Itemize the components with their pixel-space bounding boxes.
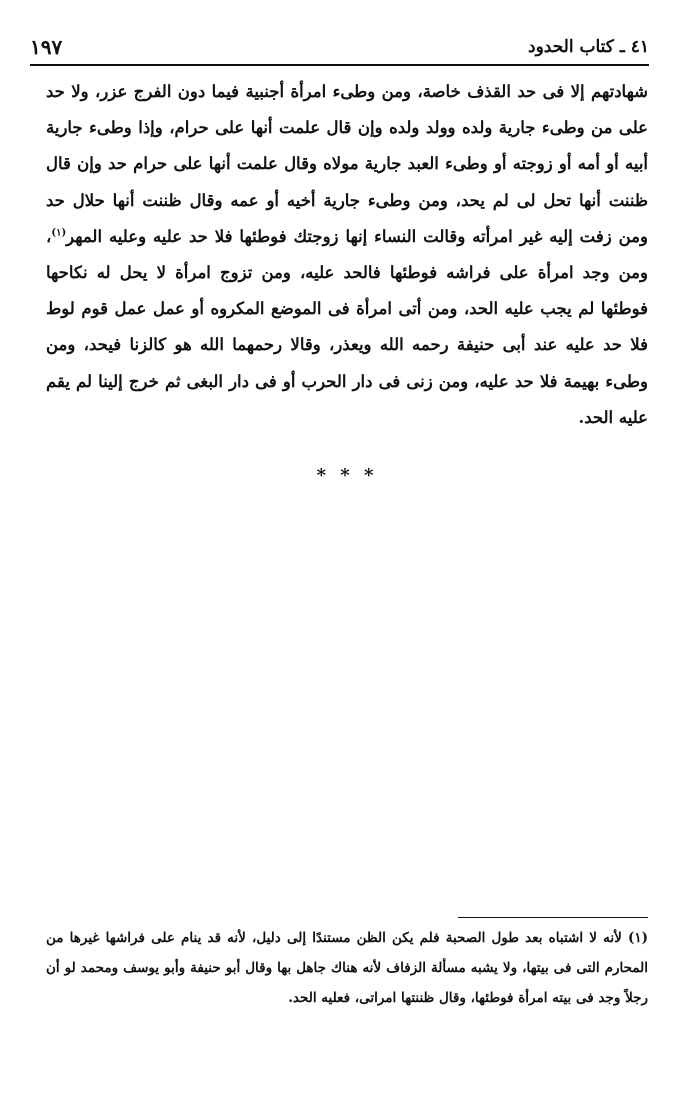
main-text-part-2: ، ومن وجد امرأة على فراشه فوطئها فالحد عليه، ومن تزوج امرأة لا يحل له نكاحها فوطئها لم يجب عليه الحد، ومن أتى امرأة فى الموضع المكروه أو عمل عمل قوم لوط فلا حد عليه عند أبى حنيفة رحمه الله ويعذر، وقالا رحمهما الله هو كالزنا فيحد، ومن وطىء بهيمة فلا حد عليه، ومن زنى فى دار الحرب أو فى دار البغى ثم خرج إلينا لم يقم عليه الحد. (46, 226, 648, 427)
main-text-part-1: شهادتهم إلا فى حد القذف خاصة، ومن وطىء امرأة أجنبية فيما دون الفرج عزر، ولا حد على من وطىء جارية ولده وولد ولده وإن قال علمت أنها على حرام، وإذا وطىء جارية أبيه أو أمه أو زوجته أو وطىء العبد جارية مولاه وقال علمت أنها على حرام حد وإن قال ظننت أنها تحل لى لم يحد، ومن وطىء جارية أخيه أو عمه وقال ظننت أنها حلال حد ومن زفت إليه غير امرأته وقالت النساء إنها زوجتك فوطئها فلا حد عليه وعليه المهر (46, 82, 648, 246)
footnote-marker[interactable]: (١) (51, 227, 67, 239)
footnote: (١) لأنه لا اشتباه بعد طول الصحبة فلم يكن الظن مستندًا إلى دليل، لأنه قد ينام على فراشها غيرها من المحارم التى فى بيتها، ولا يشبه مسألة الزفاف لأنه هناك جاهل بها وقال أبو حنيفة وأبو يوسف ومحمد لو أن رجلاً وجد فى بيته امرأة فوطئها، وقال ظننتها امراتى، فعليه الحد. (46, 930, 648, 1006)
page-number: ١٩٧ (30, 35, 63, 59)
header-rule (30, 64, 649, 66)
page-header (30, 32, 649, 62)
section-separator: * * * (316, 465, 378, 486)
main-text (46, 74, 648, 436)
footnote-rule (458, 917, 648, 918)
chapter-title: ٤١ ـ كتاب الحدود (528, 37, 649, 57)
